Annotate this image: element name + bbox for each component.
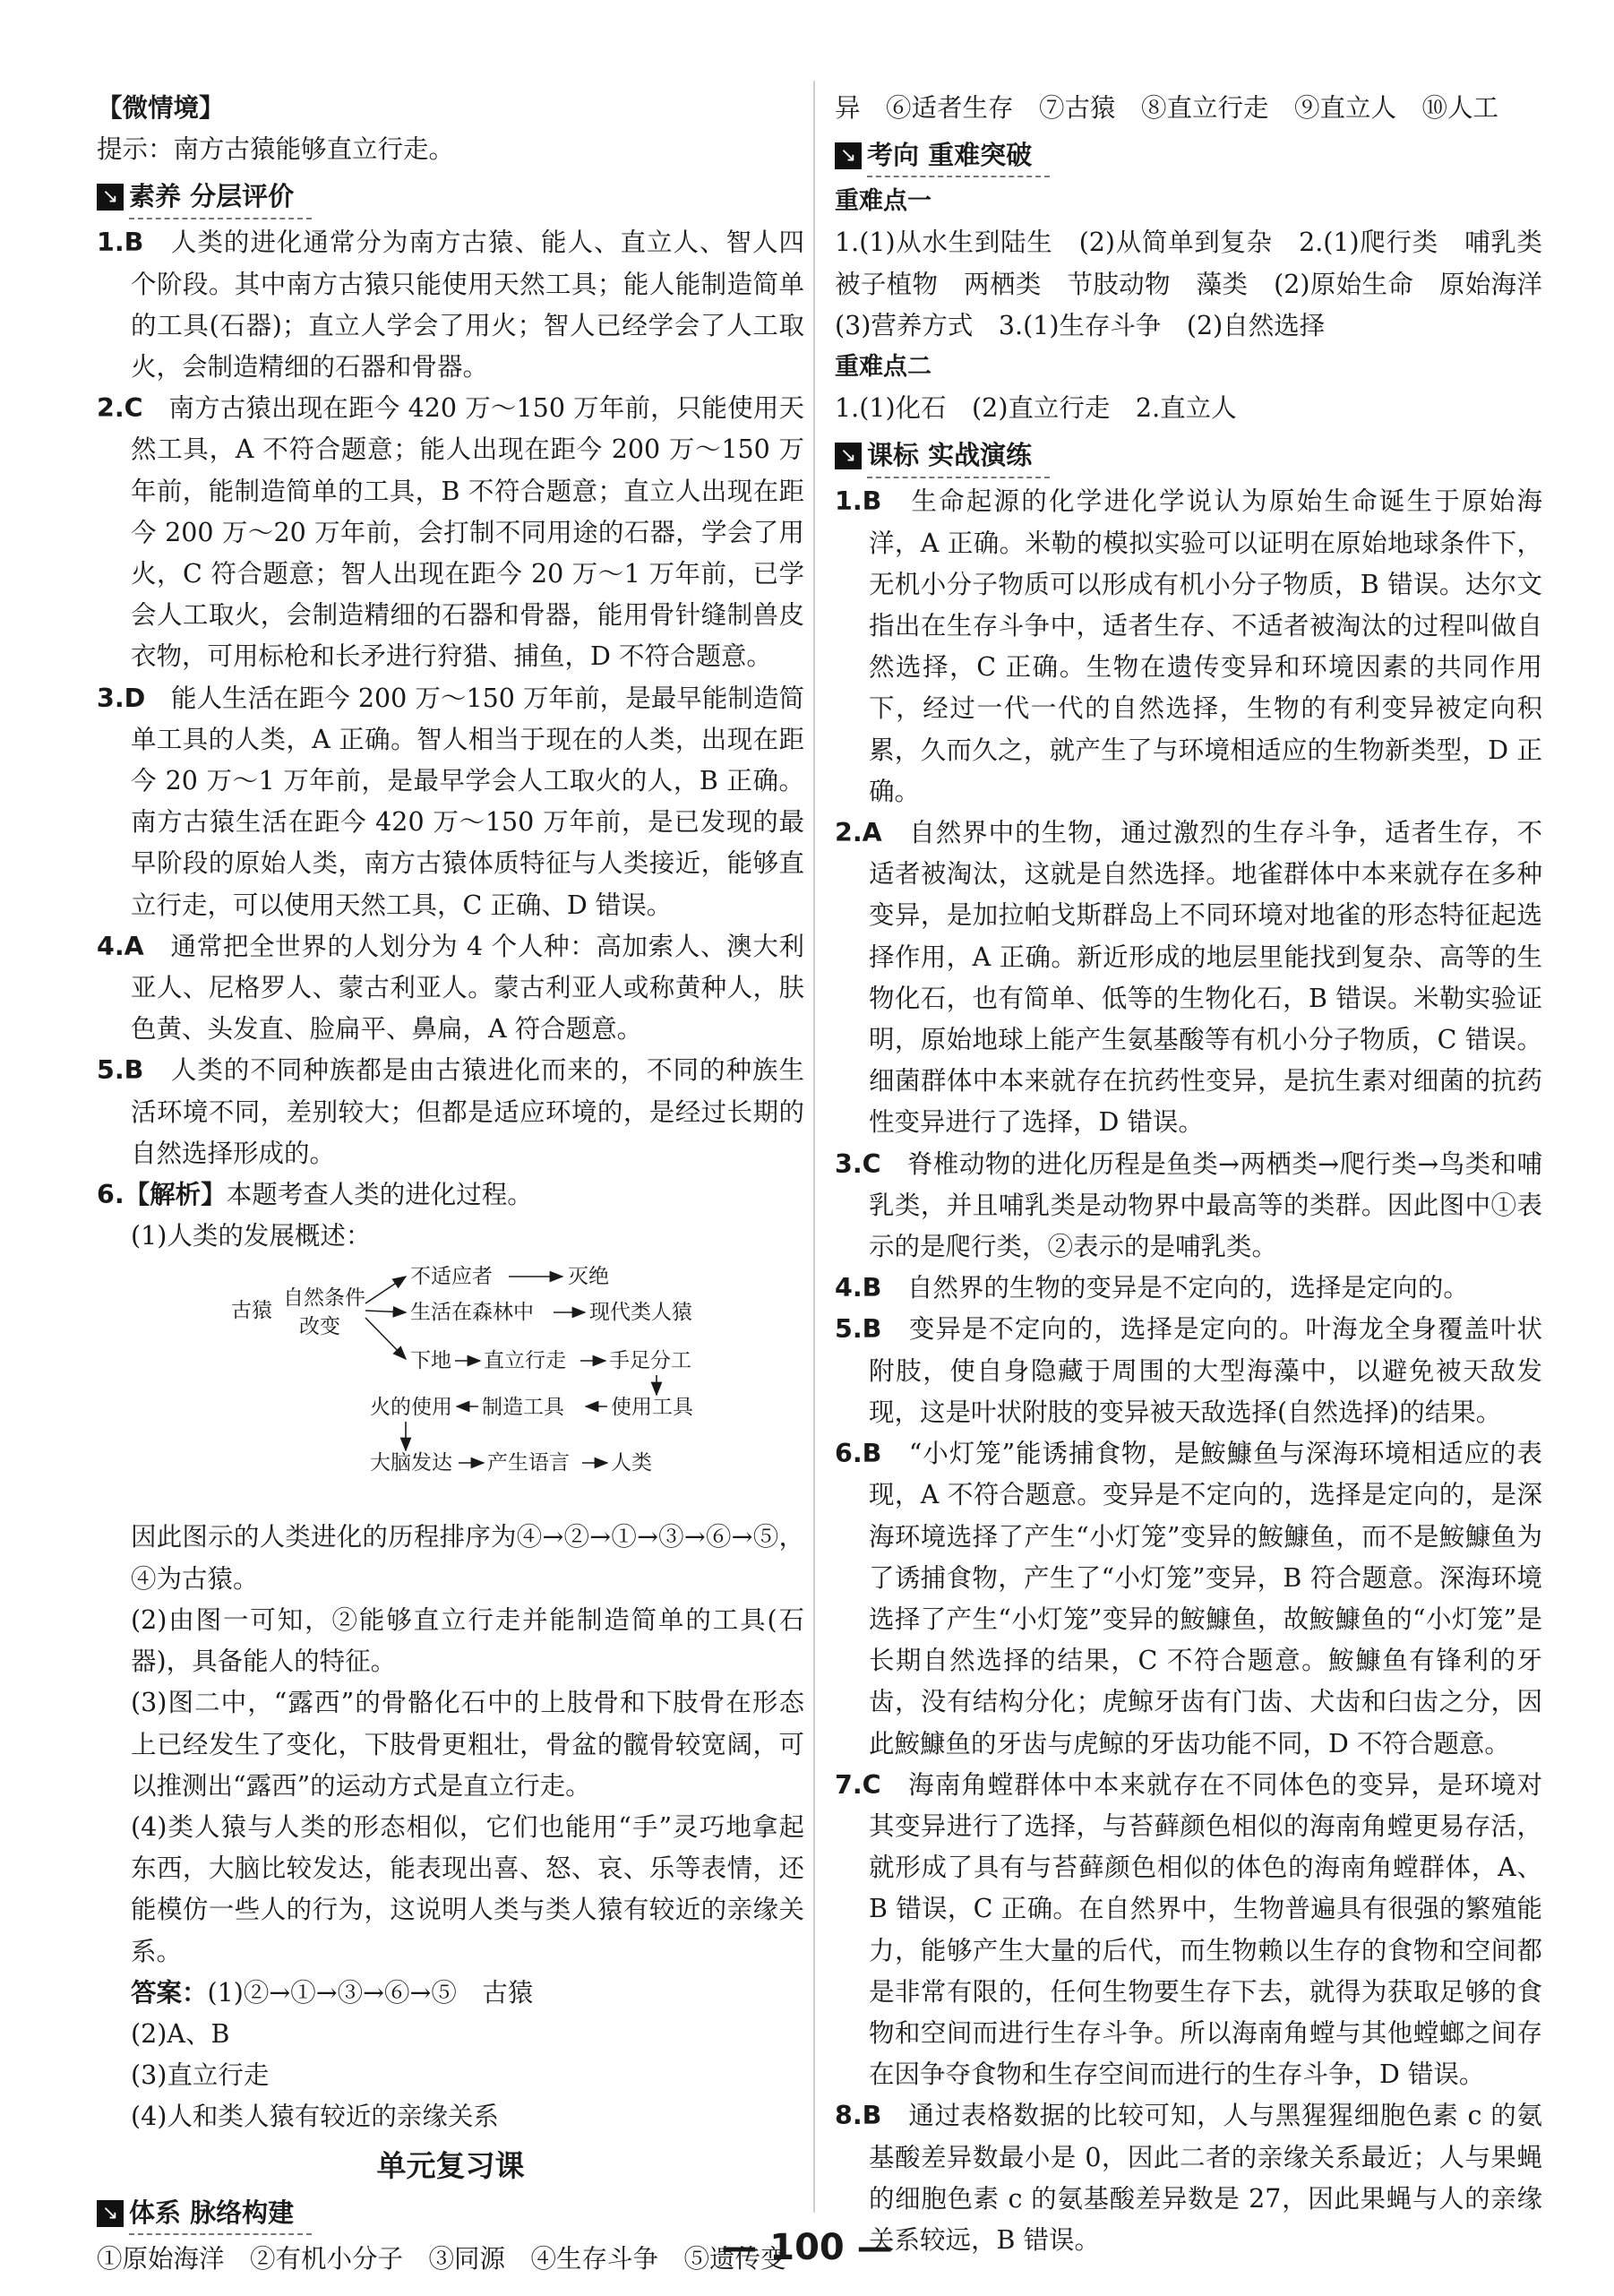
micro-scenario-label: 【微情境】 <box>97 93 225 123</box>
q6-answer-1: 答案：(1)②→①→③→⑥→⑤ 古猿 <box>131 1977 534 2008</box>
node-fire-use: 火的使用 <box>370 1396 452 1420</box>
key-point-2-text: 1.(1)化石 (2)直立行走 2.直立人 <box>835 393 1237 424</box>
section-header-practice <box>835 433 1542 479</box>
q6-answer-4: (4)人和类人猿有较近的亲缘关系 <box>131 2102 499 2132</box>
node-modern-apes: 现代类人猿 <box>589 1301 692 1325</box>
node-condition-bottom: 改变 <box>299 1315 340 1339</box>
evolution-diagram <box>97 1259 804 1511</box>
section-title: 体系 脉络构建 <box>129 2192 312 2235</box>
practice-item-3: 3.C 脊椎动物的进化历程是鱼类→两栖类→爬行类→鸟类和哺乳类，并且哺乳类是动物界中最高等的类群。因此图中①表示的是爬行类，②表示的是哺乳类。 <box>835 1148 1542 1262</box>
section-title: 课标 实战演练 <box>867 434 1050 477</box>
q6-answer-3: (3)直立行走 <box>131 2060 270 2091</box>
answer-item-5: 5.B 人类的不同种族都是由古猿进化而来的，不同的种族生活环境不同，差别较大；但都是适应环境的，是经过长期的自然选择形成的。 <box>97 1055 804 1168</box>
node-language: 产生语言 <box>487 1451 570 1475</box>
arrow-box-icon: ↘ <box>835 142 862 169</box>
node-make-tools: 制造工具 <box>482 1396 564 1420</box>
practice-item-5: 5.B 变异是不定向的，选择是定向的。叶海龙全身覆盖叶状附肢，使自身隐藏于周围的大型海藻中，以避免被天敌发现，这是叶状附肢的变异被天敌选择(自然选择)的结果。 <box>835 1314 1542 1427</box>
answer-item-4: 4.A 通常把全世界的人划分为 4 个人种：高加索人、澳大利亚人、尼格罗人、蒙古利亚人。蒙古利亚人或称黄种人，肤色黄、头发直、脸扁平、鼻扁，A 符合题意。 <box>97 931 804 1045</box>
answer-item-1: 1.B 人类的进化通常分为南方古猿、能人、直立人、智人四个阶段。其中南方古猿只能使用天然工具；能人能制造简单的工具(石器)；直立人学会了用火；智人已经学会了人工取火，会制造精细的石器和骨器。 <box>97 228 804 383</box>
q6-answer-2: (2)A、B <box>131 2018 230 2049</box>
node-condition-top: 自然条件 <box>283 1286 365 1311</box>
page-number: — 100 — <box>721 2227 893 2268</box>
system-line: ①原始海洋 ②有机小分子 ③同源 ④生存斗争 ⑤遗传变 <box>97 2243 786 2274</box>
node-ancient-ape: 古猿 <box>231 1299 272 1323</box>
q6-para2: (2)由图一可知，②能够直立行走并能制造简单的工具(石器)，具备能人的特征。 <box>131 1604 804 1677</box>
practice-item-4: 4.B 自然界的生物的变异是不定向的，选择是定向的。 <box>835 1273 1469 1303</box>
practice-item-8: 8.B 通过表格数据的比较可知，人与黑猩猩细胞色素 c 的氨基酸差异数最小是 0，因此二者的亲缘关系最近；人与果蝇的细胞色素 c 的氨基酸差异数是 27，因此果蝇与人的亲缘关系较远，B 错误。 <box>835 2101 1542 2255</box>
node-extinct: 灭绝 <box>568 1265 609 1289</box>
section-header-assessment <box>97 174 804 220</box>
key-point-1-text: 1.(1)从水生到陆生 (2)从简单到复杂 2.(1)爬行类 哺乳类 被子植物 两栖类 节肢动物 藻类 (2)原始生命 原始海洋 (3)营养方式 3.(1)生存斗争 (2)自然选择 <box>835 228 1568 340</box>
key-point-1-title: 重难点一 <box>835 187 931 216</box>
answer-item-6: 6.【解析】本题考查人类的进化过程。 <box>97 1180 533 1210</box>
section-title: 素养 分层评价 <box>129 176 312 219</box>
arrow-box-icon: ↘ <box>97 2200 124 2227</box>
practice-item-7: 7.C 海南角螳群体中本来就存在不同体色的变异，是环境对其变异进行了选择，与苔藓颜色相似的海南角螳更易存活，就形成了具有与苔藓颜色相似的体色的海南角螳群体，A、B 错误，C 正确。在自然界中，生物普遍具有很强的繁殖能力，能够产生大量的后代，而生物赖以生存的食物和空间都是非常有限的，任何生物要生存下去，就得为获取足够的食物和空间而进行生存斗争。所以海南角螳与其他螳螂之间存在因争夺食物和生存空间而进行的生存斗争，D 错误。 <box>835 1769 1542 2090</box>
q6-para4: (4)类人猿与人类的形态相似，它们也能用“手”灵巧地拿起东西，大脑比较发达，能表现出喜、怒、哀、乐等表情，还能模仿一些人的行为，这说明人类与类人猿有较近的亲缘关系。 <box>131 1811 804 1966</box>
answer-item-3: 3.D 能人生活在距今 200 万～150 万年前，是最早能制造简单工具的人类，A 正确。智人相当于现在的人类，出现在距今 20 万～1 万年前，是最早学会人工取火的人，B 正确。南方古猿生活在距今 420 万～150 万年前，是已发现的最早阶段的原始人类，南方古猿体质特征与人类接近，能够直立行走，可以使用天然工具，C 正确、D 错误。 <box>97 683 804 920</box>
right-column <box>835 88 1568 2261</box>
node-use-tools: 使用工具 <box>611 1396 693 1420</box>
hint-text: 提示：南方古猿能够直立行走。 <box>97 134 455 165</box>
practice-item-2: 2.A 自然界中的生物，通过激烈的生存斗争，适者生存，不适者被淘汰，这就是自然选择。地雀群体中本来就存在多种变异，是加拉帕戈斯群岛上不同环境对地雀的形态特征起选择作用，A 正确。新近形成的地层里能找到复杂、高等的生物化石，也有简单、低等的生物化石，B 错误。米勒实验证明，原始地球上能产生氨基酸等有机小分子物质，C 错误。细菌群体中本来就存在抗药性变异，是抗生素对细菌的抗药性变异进行了选择，D 错误。 <box>835 818 1542 1138</box>
left-column <box>97 88 804 2280</box>
key-point-2-title: 重难点二 <box>835 353 931 382</box>
arrow-box-icon: ↘ <box>835 443 862 469</box>
arrow-box-icon: ↘ <box>97 184 124 211</box>
section-header-key-points <box>835 133 1542 179</box>
q6-para3: (3)图二中，“露西”的骨骼化石中的上肢骨和下肢骨在形态上已经发生了变化，下肢骨更粗壮，骨盆的髋骨较宽阔，可以推测出“露西”的运动方式是直立行走。 <box>131 1688 804 1801</box>
node-forest: 生活在森林中 <box>410 1301 534 1325</box>
q6-para1: 因此图示的人类进化的历程排序为④→②→①→③→⑥→⑤，④为古猿。 <box>131 1522 804 1594</box>
node-ground: 下地 <box>410 1349 451 1373</box>
node-unadapted: 不适应者 <box>410 1265 493 1289</box>
node-human: 人类 <box>611 1451 652 1475</box>
node-upright: 直立行走 <box>484 1349 566 1373</box>
unit-review-title: 单元复习课 <box>376 2147 525 2183</box>
section-title: 考向 重难突破 <box>867 134 1050 177</box>
node-hands-feet: 手足分工 <box>609 1349 691 1373</box>
q6-sub1: (1)人类的发展概述： <box>131 1221 372 1251</box>
practice-item-1: 1.B 生命起源的化学进化学说认为原始生命诞生于原始海洋，A 正确。米勒的模拟实验可以证明在原始地球条件下，无机小分子物质可以形成有机小分子物质，B 错误。达尔文指出在生存斗争中，适者生存、不适者被淘汰的过程叫做自然选择，C 正确。生物在遗传变异和环境因素的共同作用下，经过一代一代的自然选择，生物的有利变异被定向积累，久而久之，就产生了与环境相适应的生物新类型，D 正确。 <box>835 486 1542 806</box>
node-brain: 大脑发达 <box>370 1451 452 1475</box>
column-divider <box>813 81 815 2213</box>
system-line-continued: 异 ⑥适者生存 ⑦古猿 ⑧直立行走 ⑨直立人 ⑩人工 <box>835 93 1499 123</box>
answer-item-2: 2.C 南方古猿出现在距今 420 万～150 万年前，只能使用天然工具，A 不符合题意；能人出现在距今 200 万～150 万年前，能制造简单的工具，B 不符合题意；直立人出现在距今 200 万～20 万年前，会打制不同用途的石器，学会了用火，C 符合题意；智人出现在距今 20 万～1 万年前，已学会人工取火，会制造精细的石器和骨器，能用骨针缝制兽皮衣物，可用标枪和长矛进行狩猎、捕鱼，D 不符合题意。 <box>97 393 804 672</box>
practice-item-6: 6.B “小灯笼”能诱捕食物，是鮟鱇鱼与深海环境相适应的表现，A 不符合题意。变异是不定向的，选择是定向的，是深海环境选择了产生“小灯笼”变异的鮟鱇鱼，而不是鮟鱇鱼为了诱捕食物，产生了“小灯笼”变异，B 符合题意。深海环境选择了产生“小灯笼”变异的鮟鱇鱼，故鮟鱇鱼的“小灯笼”是长期自然选择的结果，C 不符合题意。鮟鱇鱼有锋利的牙齿，没有结构分化；虎鲸牙齿有门齿、犬齿和臼齿之分，因此鮟鱇鱼的牙齿与虎鲸的牙齿功能不同，D 不符合题意。 <box>835 1439 1542 1759</box>
